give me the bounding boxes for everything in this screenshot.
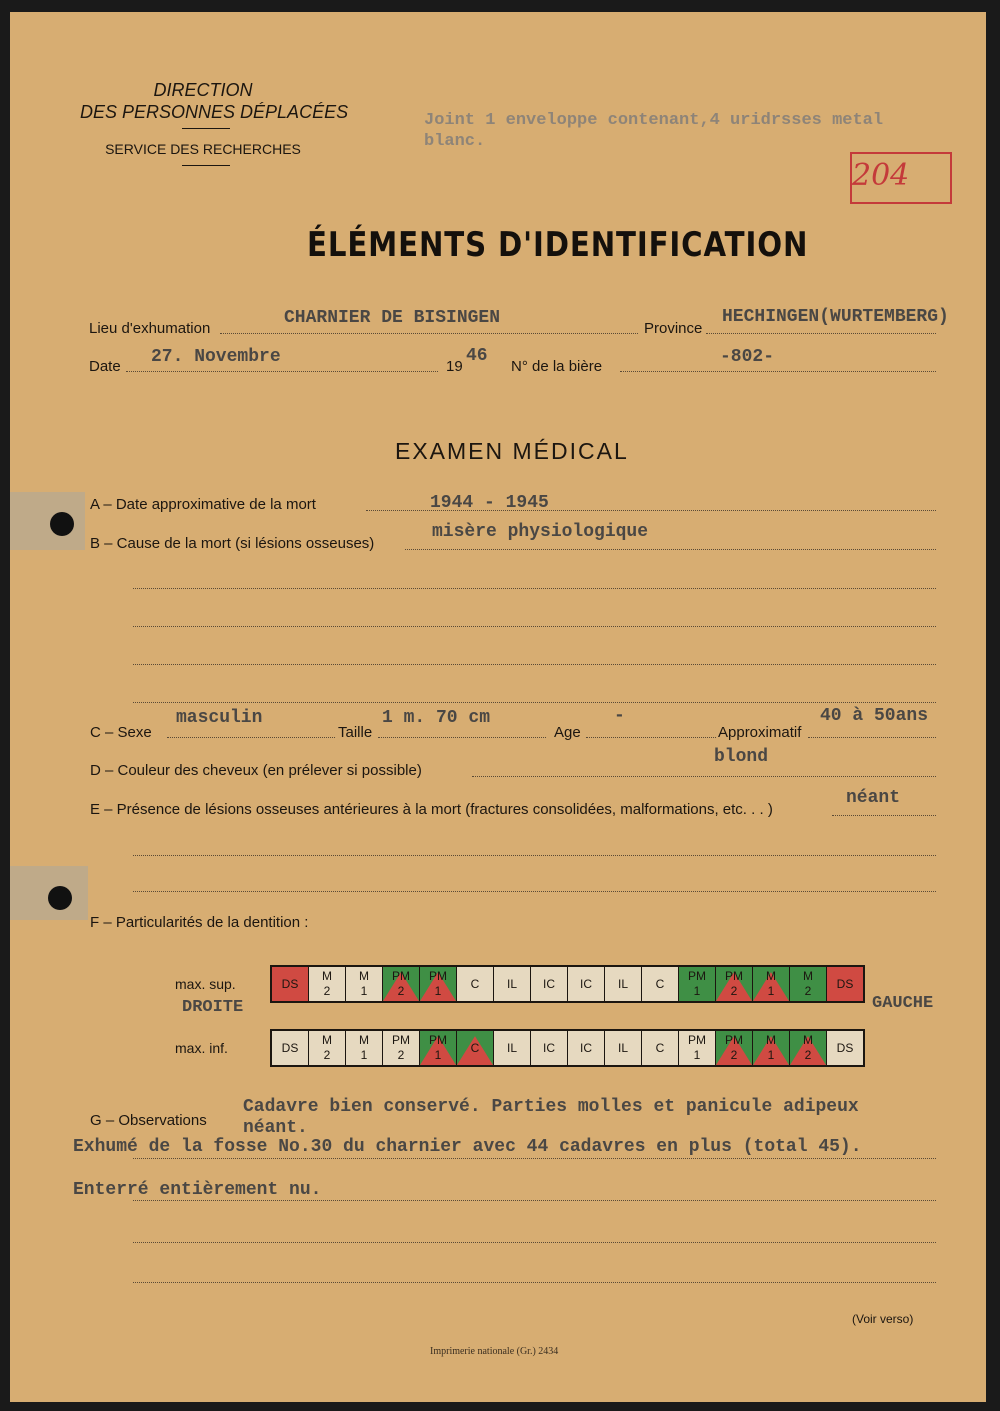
tooth-cell — [383, 1031, 420, 1065]
tooth-cell — [531, 1031, 568, 1065]
tooth-cell — [272, 1031, 309, 1065]
dental-chart-lower — [270, 1029, 865, 1067]
tooth-cell — [346, 1031, 383, 1065]
b-value: misère physiologique — [432, 522, 649, 542]
tooth-cell — [531, 967, 568, 1001]
tooth-number: 2 — [397, 984, 405, 998]
tooth-cell — [494, 967, 531, 1001]
obs-line1b: néant. — [243, 1118, 308, 1138]
province-value: HECHINGEN(WURTEMBERG) — [722, 307, 949, 327]
date-label: Date — [89, 358, 121, 375]
sup-label: max. sup. — [175, 976, 236, 992]
tooth-label: IL — [506, 976, 517, 991]
tooth-label: IC — [543, 976, 555, 991]
tooth-cell — [420, 1031, 457, 1065]
tooth-label: PM — [688, 1033, 706, 1047]
tooth-number: 2 — [397, 1048, 405, 1062]
tooth-label: M — [359, 1033, 369, 1047]
approx-label: Approximatif — [718, 724, 802, 741]
tooth-cell — [827, 967, 863, 1001]
year-value: 46 — [466, 346, 488, 366]
f-label: F – Particularités de la dentition : — [90, 914, 309, 931]
tooth-label: M — [766, 1033, 776, 1047]
header-department: DES PERSONNES DÉPLACÉES — [80, 102, 349, 122]
header-rule — [182, 165, 230, 166]
tooth-cell — [457, 967, 494, 1001]
printer-imprint: Imprimerie nationale (Gr.) 2434 — [430, 1346, 559, 1357]
year-prefix: 19 — [446, 358, 463, 375]
tooth-number: 2 — [323, 1048, 331, 1062]
tooth-label: C — [470, 1040, 480, 1055]
tooth-label: C — [655, 1040, 665, 1055]
lieu-value: CHARNIER DE BISINGEN — [284, 308, 501, 328]
file-number: 204 — [852, 158, 910, 193]
gauche-label: GAUCHE — [872, 994, 934, 1013]
tooth-cell — [309, 967, 346, 1001]
droite-label: DROITE — [182, 998, 244, 1017]
date-value: 27. Novembre — [151, 347, 281, 367]
tooth-cell — [679, 967, 716, 1001]
tooth-cell — [346, 967, 383, 1001]
tooth-cell — [309, 1031, 346, 1065]
obs-line2: Exhumé de la fosse No.30 du charnier avec 44 cadavres en plus (total 45). — [73, 1137, 862, 1157]
taille-value: 1 m. 70 cm — [382, 708, 491, 728]
tooth-number: 2 — [730, 1048, 738, 1062]
tooth-cell — [716, 1031, 753, 1065]
tooth-label: M — [359, 969, 369, 983]
e-value: néant — [846, 788, 901, 808]
tooth-cell — [790, 1031, 827, 1065]
tooth-cell — [272, 967, 309, 1001]
header-direction: DIRECTION — [153, 80, 253, 100]
tooth-number: 1 — [360, 1048, 368, 1062]
tooth-cell — [642, 967, 679, 1001]
tooth-number: 2 — [804, 984, 812, 998]
tooth-label: C — [470, 976, 480, 991]
tooth-label: PM — [429, 1033, 447, 1047]
tooth-cell — [753, 1031, 790, 1065]
tooth-cell — [605, 1031, 642, 1065]
tooth-cell — [753, 967, 790, 1001]
tooth-label: DS — [281, 1040, 299, 1055]
tooth-label: DS — [836, 976, 854, 991]
tooth-label: M — [803, 969, 813, 983]
tooth-cell — [568, 967, 605, 1001]
tooth-cell — [790, 967, 827, 1001]
header-service: SERVICE DES RECHERCHES — [105, 141, 301, 157]
tooth-cell — [827, 1031, 863, 1065]
punch-hole — [50, 512, 74, 536]
tooth-number: 1 — [693, 1048, 701, 1062]
tooth-label: DS — [281, 976, 299, 991]
tooth-cell — [642, 1031, 679, 1065]
tooth-cell — [494, 1031, 531, 1065]
c-label: C – Sexe — [90, 724, 152, 741]
tooth-cell — [568, 1031, 605, 1065]
tooth-label: PM — [688, 969, 706, 983]
tooth-label: M — [322, 1033, 332, 1047]
g-label: G – Observations — [90, 1112, 207, 1129]
obs-line3: Enterré entièrement nu. — [73, 1180, 322, 1200]
d-value: blond — [714, 747, 769, 767]
tooth-cell — [679, 1031, 716, 1065]
lieu-label: Lieu d'exhumation — [89, 320, 211, 337]
top-note-line2: blanc. — [424, 132, 486, 151]
tooth-label: M — [803, 1033, 813, 1047]
biere-value: -802- — [720, 347, 775, 367]
tooth-label: IC — [543, 1040, 555, 1055]
tooth-label: IL — [506, 1040, 517, 1055]
tooth-number: 1 — [767, 1048, 775, 1062]
top-note-line1: Joint 1 enveloppe contenant,4 uridrsses metal — [424, 111, 884, 130]
tooth-number: 2 — [804, 1048, 812, 1062]
c-value: masculin — [176, 708, 263, 728]
tooth-label: PM — [725, 969, 743, 983]
tooth-number: 1 — [693, 984, 701, 998]
section-title: EXAMEN MÉDICAL — [395, 438, 629, 464]
tooth-cell — [605, 967, 642, 1001]
tooth-cell — [420, 967, 457, 1001]
e-label: E – Présence de lésions osseuses antérieures à la mort (fractures consolidées, malformations, etc. . . ) — [90, 801, 773, 818]
tooth-label: PM — [429, 969, 447, 983]
tooth-label: C — [655, 976, 665, 991]
obs-line1: Cadavre bien conservé. Parties molles et panicule adipeux — [243, 1097, 859, 1117]
tooth-cell — [457, 1031, 494, 1065]
tooth-number: 1 — [434, 984, 442, 998]
tooth-number: 2 — [323, 984, 331, 998]
header-rule — [182, 128, 230, 129]
tooth-label: M — [322, 969, 332, 983]
dental-chart-upper — [270, 965, 865, 1003]
tooth-label: DS — [836, 1040, 854, 1055]
d-label: D – Couleur des cheveux (en prélever si possible) — [90, 762, 422, 779]
b-label: B – Cause de la mort (si lésions osseuses) — [90, 535, 375, 552]
tooth-number: 1 — [434, 1048, 442, 1062]
tooth-label: IC — [580, 976, 592, 991]
age-value: - — [614, 706, 625, 726]
tooth-label: IL — [617, 1040, 628, 1055]
province-label: Province — [644, 320, 703, 337]
taille-label: Taille — [338, 724, 373, 741]
tooth-label: PM — [392, 969, 410, 983]
inf-label: max. inf. — [175, 1040, 228, 1056]
tooth-number: 1 — [360, 984, 368, 998]
a-label: A – Date approximative de la mort — [90, 496, 316, 513]
page-title: ÉLÉMENTS D'IDENTIFICATION — [307, 225, 809, 265]
age-label: Age — [554, 724, 581, 741]
tooth-label: PM — [392, 1033, 410, 1047]
tooth-cell — [716, 967, 753, 1001]
tooth-label: IL — [617, 976, 628, 991]
tooth-cell — [383, 967, 420, 1001]
tooth-label: M — [766, 969, 776, 983]
tooth-number: 1 — [767, 984, 775, 998]
tooth-label: IC — [580, 1040, 592, 1055]
voir-verso: (Voir verso) — [852, 1312, 914, 1326]
a-value: 1944 - 1945 — [430, 493, 549, 513]
tooth-label: PM — [725, 1033, 743, 1047]
approx-value: 40 à 50ans — [820, 706, 929, 726]
biere-label: N° de la bière — [511, 358, 603, 375]
tooth-number: 2 — [730, 984, 738, 998]
punch-hole — [48, 886, 72, 910]
